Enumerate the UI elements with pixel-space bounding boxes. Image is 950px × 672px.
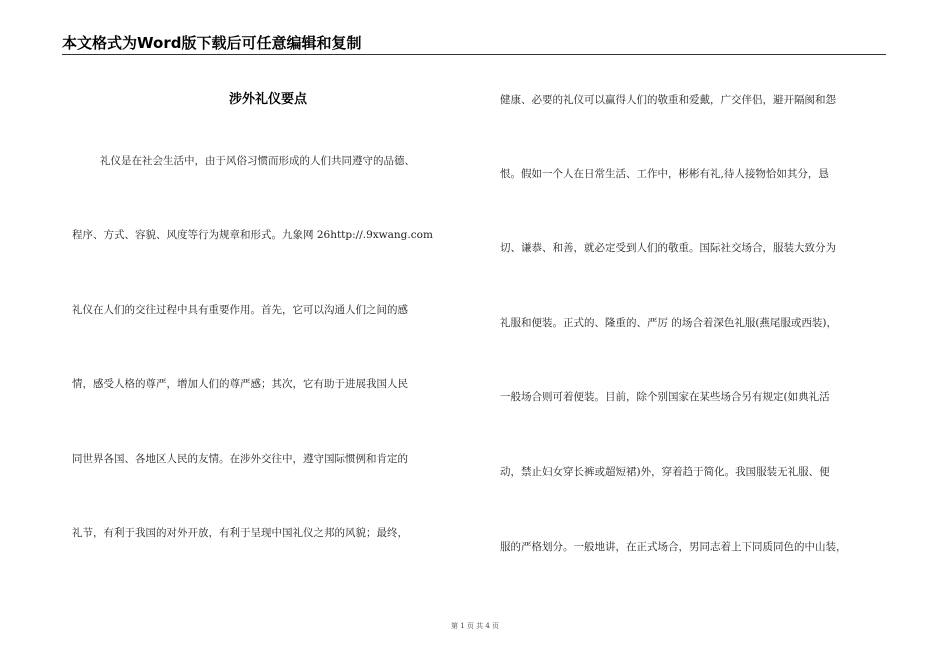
body-line: 礼仪是在社会生活中，由于风俗习惯而形成的人们共同遵守的品德、: [100, 155, 415, 167]
body-line: 切、谦恭、和善，就必定受到人们的敬重。国际社交场合，服装大致分为: [500, 242, 836, 254]
body-line: 礼节，有利于我国的对外开放，有利于呈现中国礼仪之邦的风貌；最终，: [72, 527, 408, 539]
document-title: 涉外礼仪要点: [228, 92, 307, 107]
header-notice: 本文格式为Word版下载后可任意编辑和复制: [62, 34, 362, 52]
body-line: 动，禁止妇女穿长裤或超短裙)外，穿着趋于简化。我国服装无礼服、便: [500, 466, 830, 478]
page-header: [62, 34, 886, 55]
body-line: 服的严格划分。一般地讲，在正式场合，男同志着上下同质同色的中山装，: [500, 541, 847, 553]
body-line: 恨。假如一个人在日常生活、工作中，彬彬有礼,待人接物恰如其分，恳: [500, 168, 829, 180]
body-line: 健康、必要的礼仪可以赢得人们的敬重和爱戴，广交伴侣，避开隔阂和怨: [500, 94, 836, 106]
body-line: 情，感受人格的尊严，增加人们的尊严感；其次，它有助于进展我国人民: [72, 378, 408, 390]
body-line: 礼仪在人们的交往过程中具有重要作用。首先，它可以沟通人们之间的感: [72, 304, 408, 316]
body-line: 一般场合则可着便装。目前，除个别国家在某些场合另有规定(如典礼活: [500, 391, 830, 403]
body-line: 同世界各国、各地区人民的友情。在涉外交往中，遵守国际惯例和肯定的: [72, 453, 408, 465]
body-line: 程序、方式、容貌、风度等行为规章和形式。九象网 26http://.9xwang.com: [72, 229, 433, 241]
body-line: 礼服和便装。正式的、隆重的、严厉 的场合着深色礼服(燕尾服或西装)，: [500, 317, 838, 329]
page-number: 第 1 页 共 4 页: [450, 622, 500, 630]
